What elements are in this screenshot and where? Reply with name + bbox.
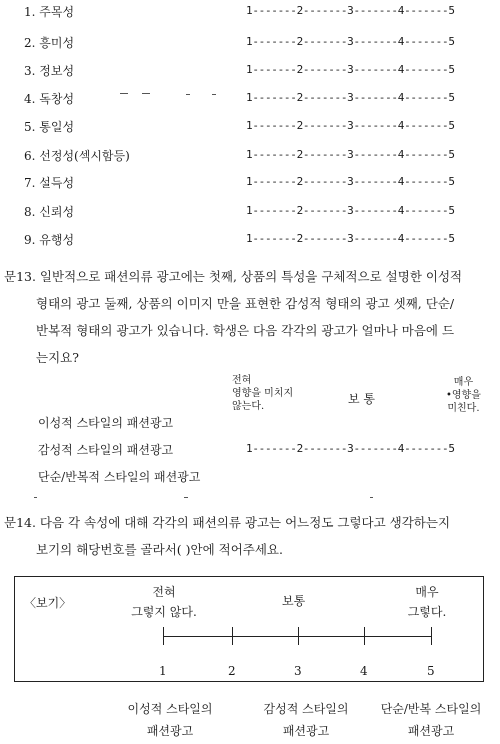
- rating-scale: 1-------2-------3-------4-------5: [246, 175, 455, 188]
- q14-line: 문14. 다음 각 속성에 대해 각각의 패션의류 광고는 어느정도 그렇다고 생각하는지: [4, 515, 451, 530]
- scan-mark: [370, 497, 373, 498]
- scale-tick: [232, 627, 233, 645]
- q13-line: 형태의 광고 둘째, 상품의 이미지 만을 표현한 감성적 형태의 광고 셋째, 단순/: [36, 296, 455, 311]
- column-label-emotional: 감성적 스타일의 패션광고: [263, 702, 349, 738]
- scan-mark: [186, 94, 190, 95]
- example-box-label: 〈보기〉: [24, 596, 72, 610]
- q13-row: 이성적 스타일의 패션광고: [38, 416, 174, 430]
- rating-scale: 1-------2-------3-------4-------5: [246, 148, 455, 161]
- scale-tick: [364, 627, 365, 645]
- scale-number: 5: [427, 664, 435, 678]
- q13-header-mid: 보 통: [348, 392, 375, 406]
- item-label: 8. 신뢰성: [24, 205, 75, 219]
- rating-scale: 1-------2-------3-------4-------5: [246, 119, 455, 132]
- q13-row: 감성적 스타일의 패션광고: [38, 443, 174, 457]
- item-label: 5. 통일성: [24, 120, 75, 134]
- item-label: 3. 정보성: [24, 64, 75, 78]
- anchor-left: 전혀 그렇지 않다.: [131, 585, 197, 619]
- q13-line: 반복적 형태의 광고가 있습니다. 학생은 다음 각각의 광고가 얼마나 마음에 드: [36, 323, 455, 338]
- item-label: 1. 주목성: [24, 5, 75, 19]
- q13-header-right: 매우 •영향을 미친다.: [446, 377, 481, 414]
- scan-mark: [34, 497, 37, 498]
- item-label: 9. 유행성: [24, 233, 75, 247]
- scale-number: 2: [228, 664, 236, 678]
- scale-number: 3: [294, 664, 302, 678]
- rating-scale: 1-------2-------3-------4-------5: [246, 442, 455, 455]
- scale-tick: [163, 627, 164, 645]
- scan-mark: [120, 93, 128, 94]
- q13-row: 단순/반복적 스타일의 패션광고: [38, 470, 201, 484]
- anchor-mid: 보통: [282, 594, 306, 608]
- column-label-rational: 이성적 스타일의 패션광고: [127, 702, 213, 738]
- column-label-repetitive: 단순/반복 스타일의 패션광고: [380, 702, 482, 738]
- q13-line: 는지요?: [36, 350, 79, 365]
- item-label: 6. 선정성(섹시함등): [24, 149, 130, 163]
- item-label: 7. 설득성: [24, 176, 75, 190]
- rating-scale: 1-------2-------3-------4-------5: [246, 232, 455, 245]
- q14-line: 보기의 해당번호를 골라서( )안에 적어주세요.: [36, 542, 283, 557]
- scan-mark: [184, 497, 188, 498]
- scan-mark: [142, 93, 150, 94]
- item-label: 2. 흥미성: [24, 36, 75, 50]
- rating-scale: 1-------2-------3-------4-------5: [246, 35, 455, 48]
- scale-number: 1: [159, 664, 167, 678]
- item-label: 4. 독창성: [24, 92, 75, 106]
- q13-header-left: 전혀 영향을 미치지 않는다.: [232, 375, 294, 412]
- scan-mark: [212, 94, 216, 95]
- rating-scale: 1-------2-------3-------4-------5: [246, 204, 455, 217]
- q13-line: 문13. 일반적으로 패션의류 광고에는 첫째, 상품의 특성을 구체적으로 설명한 이성적: [4, 269, 463, 284]
- anchor-right: 매우 그렇다.: [407, 585, 447, 619]
- rating-scale: 1-------2-------3-------4-------5: [246, 4, 455, 17]
- scale-tick: [431, 627, 432, 645]
- rating-scale: 1-------2-------3-------4-------5: [246, 63, 455, 76]
- scale-axis: [163, 636, 431, 637]
- scale-number: 4: [360, 664, 368, 678]
- scale-tick: [298, 627, 299, 645]
- rating-scale: 1-------2-------3-------4-------5: [246, 91, 455, 104]
